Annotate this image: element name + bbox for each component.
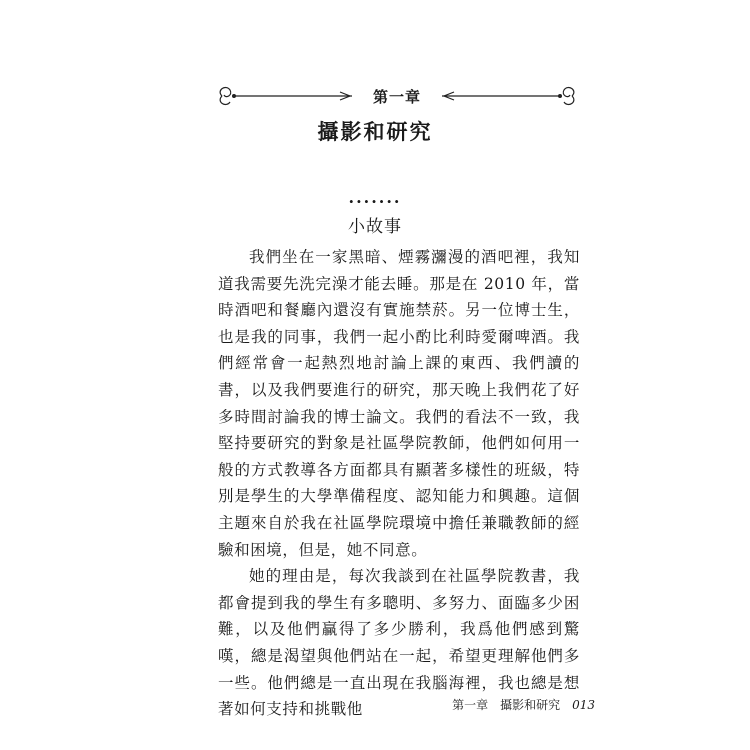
chapter-title: 攝影和研究 (317, 119, 433, 144)
chapter-header (212, 82, 582, 110)
chapter-label: 第一章 (372, 88, 421, 106)
paragraph: 她的理由是，每次我談到在社區學院教書，我都會提到我的學生有多聰明、多努力、面臨多少困難，以及他們贏得了多少勝利，我爲他們感到驚嘆，總是渴望與他們站在一起，希望更理解他們多一些。他們總是一直出現在我腦海裡，我也總是想著如何支持和挑戰他 (218, 567, 580, 719)
page-number: 013 (572, 698, 595, 712)
paragraph: 我們坐在一家黑暗、煙霧瀰漫的酒吧裡，我知道我需要先洗完澡才能去睡。那是在 2010 年，當時酒吧和餐廳內還沒有實施禁菸。另一位博士生，也是我的同事，我們一起小酌比利時愛爾啤酒。我們經常會一起熱烈地討論上課的東西、我們讀的書，以及我們要進行的研究，那天晚上我們花了好多時間討論我的博士論文。我們的看法不一致，我堅持要研究的對象是社區學院教師，他們如何用一般的方式教導各方面都具有顯著多樣性的班級，特別是學生的大學準備程度、認知能力和興趣。這個主題來自於我在社區學院環境中擔任兼職教師的經驗和困境，但是，她不同意。 (218, 248, 580, 559)
flourish-right-icon (432, 82, 582, 110)
running-footer (452, 696, 595, 713)
body-text (218, 244, 580, 723)
footer-chapter-title: 攝影和研究 (500, 698, 561, 712)
section-divider: ....... (348, 188, 402, 207)
section-title: 小故事 (348, 217, 402, 237)
footer-chapter-label: 第一章 (452, 698, 489, 712)
